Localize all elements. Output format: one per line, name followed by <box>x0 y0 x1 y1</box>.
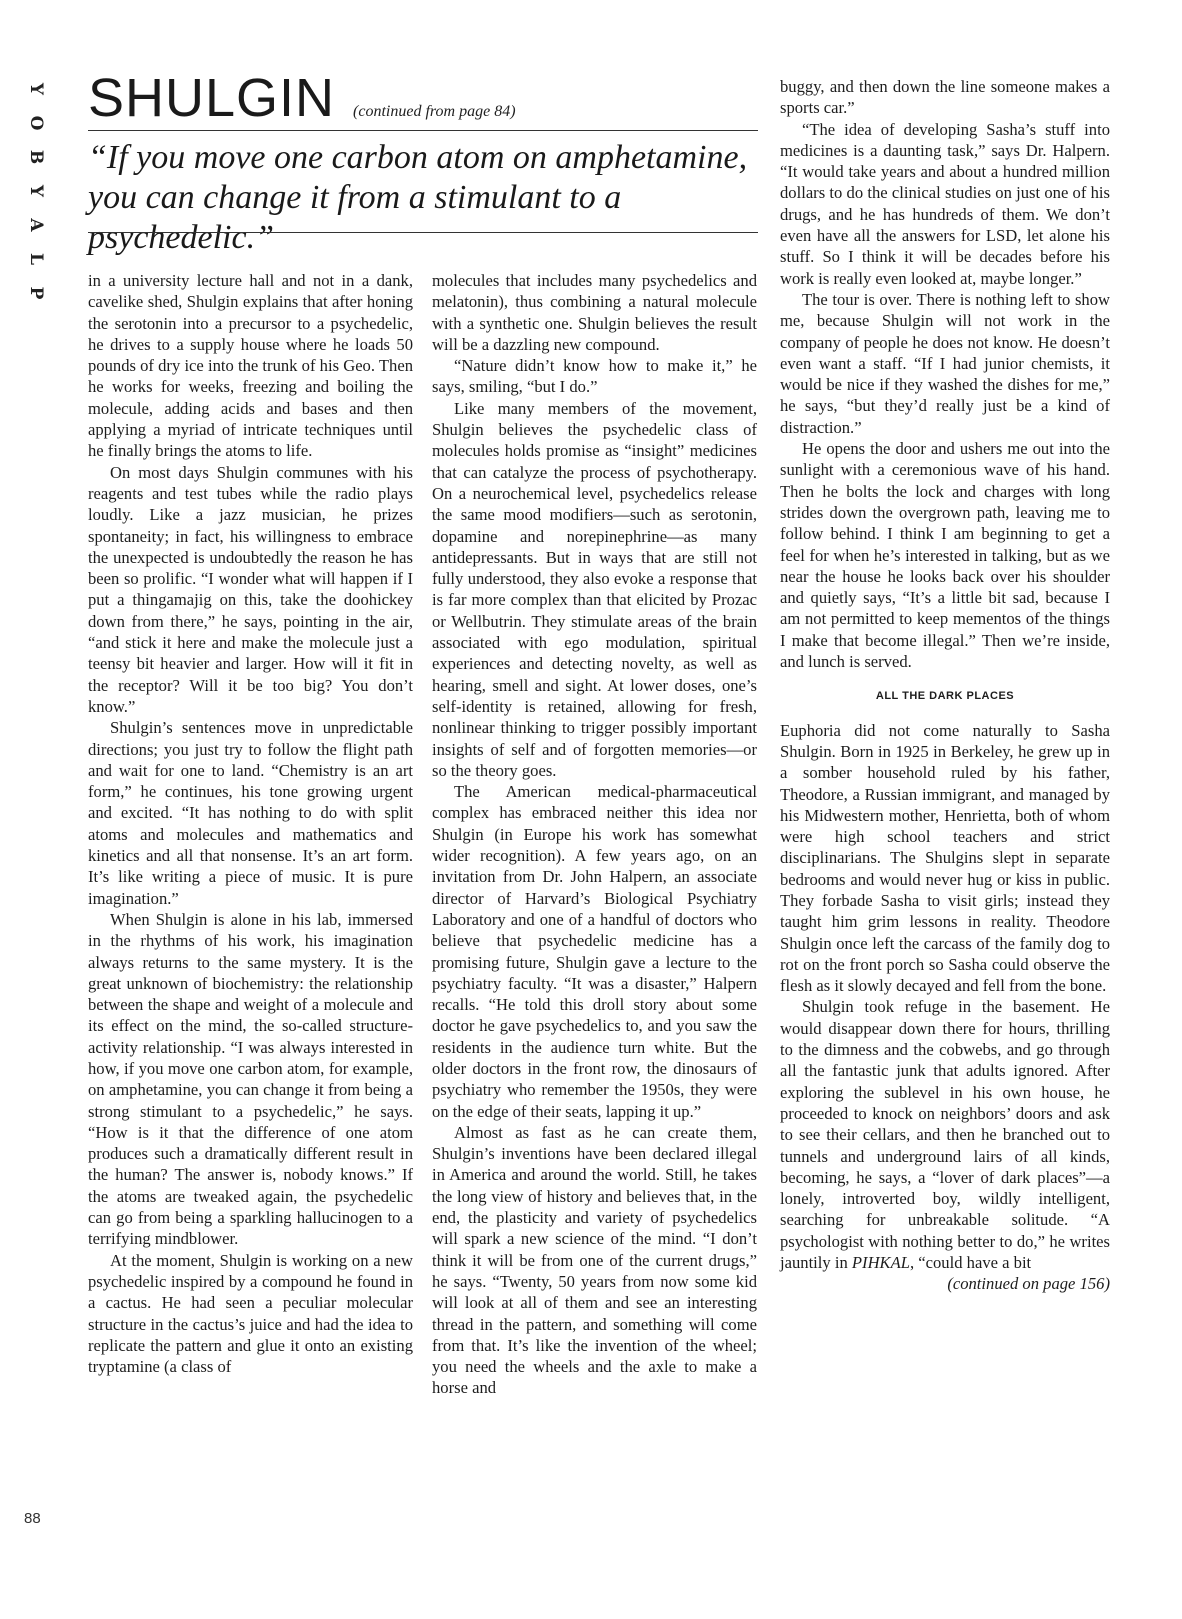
paragraph: buggy, and then down the line someone makes a sports car.” <box>780 77 1110 118</box>
paragraph: On most days Shulgin communes with his reagents and test tubes while the radio plays loudly. Like a jazz musician, he prizes spontaneity; in fact, his willingness to embrace the unexpected is undoubtedly the reason he has been so prolific. “I wonder what will happen if I put a thingamajig on this, take the doohickey down from there,” he says, pointing in the air, “and stick it here and make the molecule just a teensy bit heavier and larger. How will it fit in the receptor? Will it be too big? You don’t know.” <box>88 462 413 716</box>
paragraph: When Shulgin is alone in his lab, immersed in the rhythms of his work, his imagination always returns to the same mystery. It is the great unknown of biochemistry: the relationship between the shape and weight of a molecule and its effect on the mind, the so-called structure-activity relationship. “I was always interested in how, if you move one carbon atom, for example, on amphetamine, you can change it from being a strong stimulant to a psychedelic,” he says. “How is it that the difference of one atom produces such a dramatically different result in the human? The answer is, nobody knows.” If the atoms are tweaked again, the psychedelic can go from being a sparkling hallucinogen to a terrifying mindblower. <box>88 909 413 1249</box>
header-rule-bottom <box>88 232 758 233</box>
paragraph: At the moment, Shulgin is working on a new psychedelic inspired by a compound he found in a cactus. He had seen a peculiar molecular structure in the cactus’s juice and had the idea to replicate the pattern and glue it onto an existing tryptamine (a class of <box>88 1250 413 1377</box>
book-title: PIHKAL <box>851 1253 910 1273</box>
spine-letter: P <box>26 286 46 300</box>
pull-quote: “If you move one carbon atom on amphetamine, you can change it from a stimulant to a psychedelic.” <box>88 139 748 256</box>
continued-from-note: (continued from page 84) <box>353 103 516 120</box>
paragraph-text: Shulgin took refuge in the basement. He would disappear down there for hours, thrilling to the dimness and the cobwebs, and go through all the fantastic junk that adults ignored. After exploring the sublevel in his own house, he proceeded to knock on neighbors’ doors and ask to see their cellars, and then he branched out to tunnels and underground lairs of all kinds, becoming, he says, a “lover of dark places”—a lonely, introverted boy, wildly intelligent, searching for unbreakable solitude. “A psychologist with nothing better to do,” he writes jauntily in <box>780 997 1110 1273</box>
article-title: SHULGIN <box>88 68 336 128</box>
spine-letter: A <box>26 218 46 232</box>
paragraph: in a university lecture hall and not in a dank, cavelike shed, Shulgin explains that after honing the serotonin into a precursor to a psychedelic, he drives to a supply house where he loads 50 pounds of dry ice into the trunk of his Geo. Then he works for weeks, freezing and boiling the molecule, adding acids and bases and then applying a myriad of intricate techniques until he finally brings the atoms to life. <box>88 271 413 461</box>
paragraph: Like many members of the movement, Shulgin believes the psychedelic class of molecules holds promise as “insight” medicines that can catalyze the process of psychotherapy. On a neurochemical level, psychedelics release the same mood modifiers—such as serotonin, dopamine and norepinephrine—as many antidepressants. But in ways that are still not fully understood, they also evoke a response that is far more complex than that elicited by Prozac or Wellbutrin. They stimulate areas of the brain associated with ego modulation, spiritual experiences and detecting novelty, as well as hearing, smell and sight. At lower doses, one’s self-identity is retained, allowing for fresh, nonlinear thinking to trigger possibly important insights of self and of forgotten memories—or so the theory goes. <box>432 398 757 780</box>
paragraph: Shulgin’s sentences move in unpredictable directions; you just try to follow the flight path and wait for one to land. “Chemistry is an art form,” he continues, his tone growing urgent and excited. “It has nothing to do with split atoms and molecules and mathematics and kinetics and all that nonsense. It’s an art form. It’s like writing a piece of music. It is pure imagination.” <box>88 718 413 908</box>
spine-letter: Y <box>26 184 46 198</box>
paragraph: He opens the door and ushers me out into the sunlight with a ceremonious wave of his hand. Then he bolts the lock and charges with long strides down the overgrown path, leaving me to follow behind. I think I am beginning to get a feel for when he’s interested in talking, but as we near the house he looks back over his shoulder and quietly says, “It’s a little bit sad, because I am not permitted to keep mementos of the things I make that become illegal.” Then we’re inside, and lunch is served. <box>780 439 1110 672</box>
paragraph: “Nature didn’t know how to make it,” he says, smiling, “but I do.” <box>432 356 757 397</box>
paragraph: Almost as fast as he can create them, Shulgin’s inventions have been declared illegal in America and around the world. Still, he takes the long view of history and believes that, in the end, the plasticity and variety of psychedelics will spark a new science of the mind. “I don’t think it will be from one of the current drugs,” he says. “Twenty, 50 years from now some kid will look at all of them and see an interesting thread in the pattern, and something will come from that. It’s like the invention of the wheel; you need the wheels and the axle to make a horse and <box>432 1122 757 1398</box>
paragraph: “The idea of developing Sasha’s stuff into medicines is a daunting task,” says Dr. Halpern. “It would take years and about a hundred million dollars to do the clinical studies on just one of his drugs, and he has hundreds of them. We don’t even have all the answers for LSD, let alone his stuff. So I think it will be decades before his work is really even looked at, maybe longer.” <box>780 119 1110 288</box>
paragraph-text: , “could have a bit <box>909 1253 1032 1273</box>
spine-letter: B <box>26 149 46 165</box>
text-column-1 <box>88 270 413 1377</box>
continued-on-note: (continued on page 156) <box>947 1274 1110 1294</box>
article-header <box>88 70 758 126</box>
paragraph-last <box>780 996 1110 1273</box>
spine-letter: O <box>26 115 46 131</box>
paragraph: Euphoria did not come naturally to Sasha Shulgin. Born in 1925 in Berkeley, he grew up in a somber household ruled by his father, Theodore, a Russian immigrant, and managed by his Midwestern mother, Henrietta, both of whom were high school teachers and strict disciplinarians. The Shulgins slept in separate bedrooms and would never hug or kiss in public. They forbade Sasha to visit girls; instead they taught him grim lessons in reality. Theodore Shulgin once left the carcass of the family dog to rot on the front porch so Sasha could observe the flesh as it slowly decayed and fell from the bone. <box>780 720 1110 996</box>
paragraph: The tour is over. There is nothing left to show me, because Shulgin will not work in the company of people he does not know. He doesn’t even want a staff. “If I had junior chemists, it would be nice if they washed the dishes for me,” he says, “but they’d really just be a kind of distraction.” <box>780 289 1110 437</box>
paragraph: The American medical-pharmaceutical complex has embraced neither this idea nor Shulgin (in Europe his work has somewhat wider recognition). A few years ago, on an invitation from Dr. John Halpern, an associate director of Harvard’s Biological Psychiatry Laboratory and one of a handful of doctors who believe that psychedelic medicine has a promising future, Shulgin gave a lecture to the psychiatry faculty. “It was a disaster,” Halpern recalls. “He told this droll story about some doctor he gave psychedelics to, and you saw the residents in the audience turn white. But the older doctors in the front row, the dinosaurs of psychiatry who remember the 1950s, they were on the edge of their seats, lapping it up.” <box>432 782 757 1121</box>
paragraph: molecules that includes many psychedelics and melatonin), thus combining a natural molecule with a synthetic one. Shulgin believes the result will be a dazzling new compound. <box>432 271 757 354</box>
header-rule-top <box>88 130 758 131</box>
spine-letter: Y <box>26 82 46 96</box>
section-heading: ALL THE DARK PLACES <box>875 690 1015 703</box>
page-number: 88 <box>24 1510 41 1527</box>
text-column-2 <box>432 270 757 1399</box>
magazine-spine-label <box>24 72 48 310</box>
spine-letter: L <box>26 253 46 265</box>
text-column-3 <box>780 76 1110 1295</box>
